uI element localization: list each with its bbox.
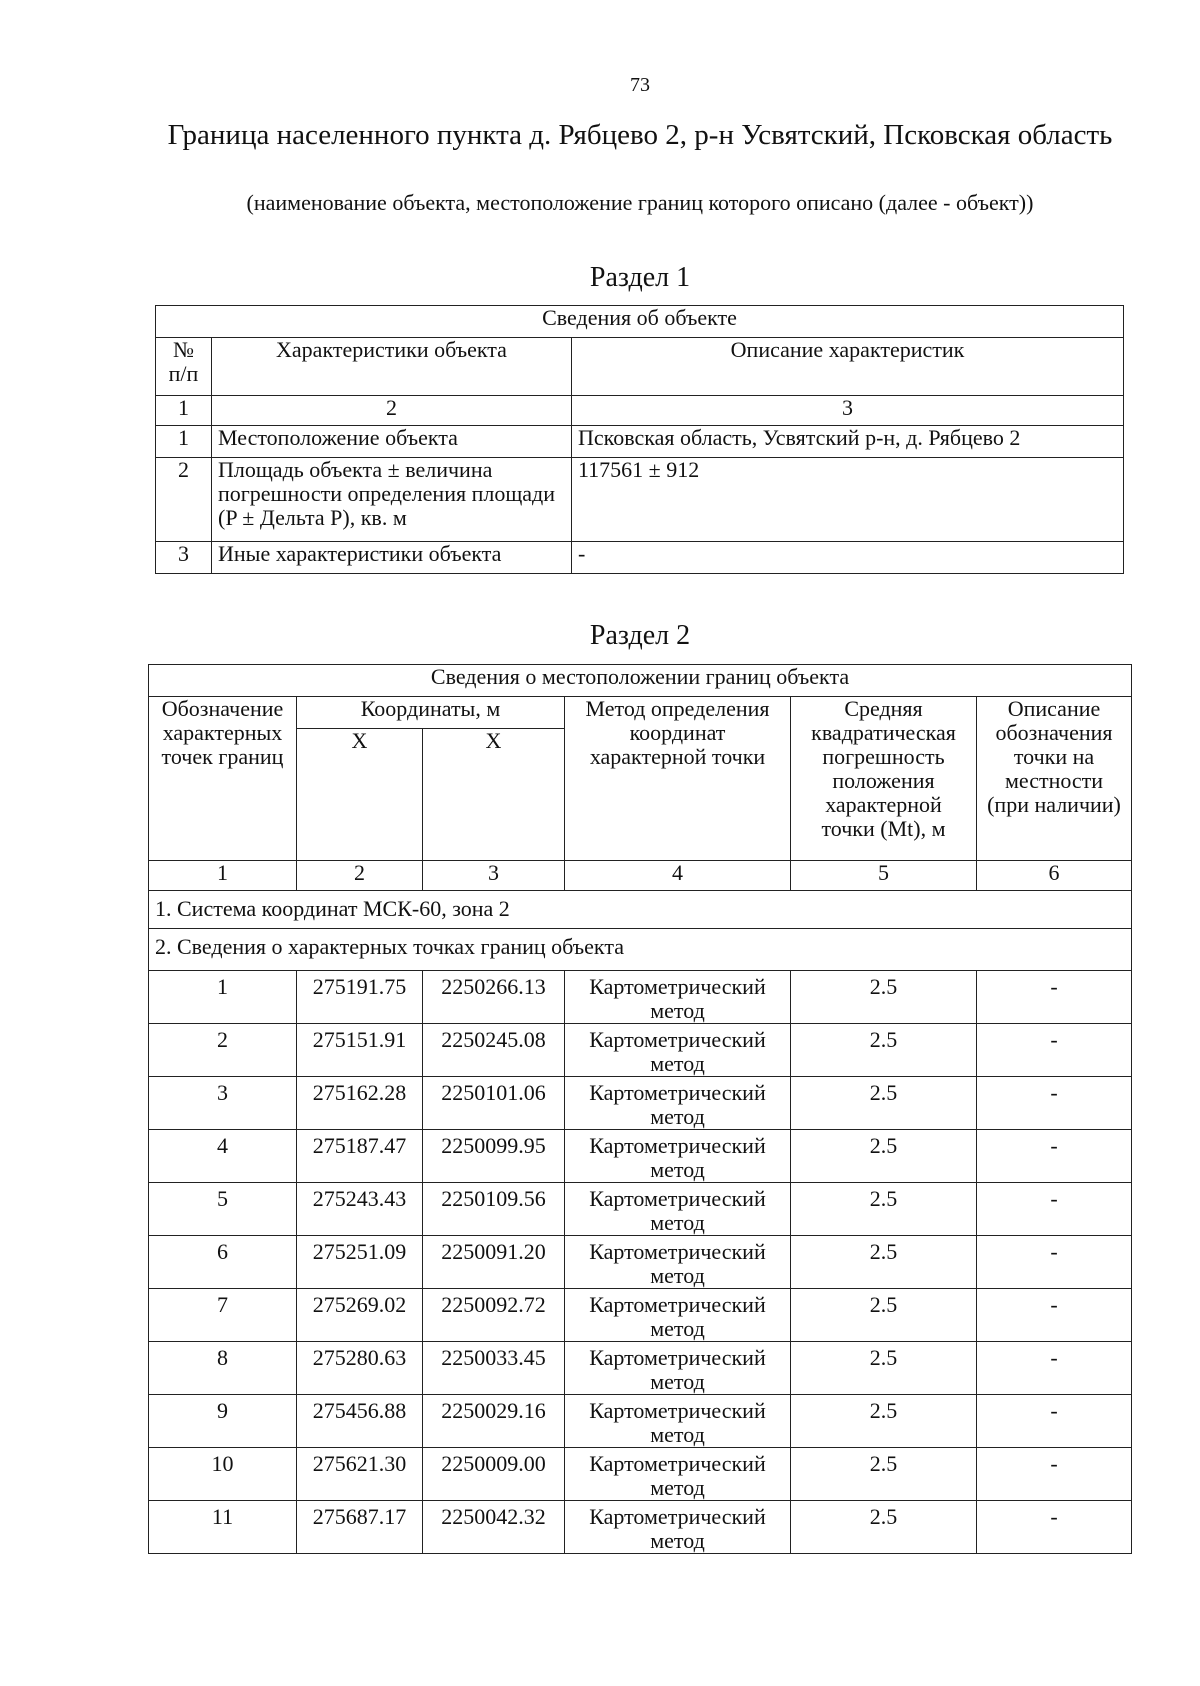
point-description: - [977,1236,1132,1289]
table-row [156,542,1124,574]
header-y: Х [423,729,565,861]
table-row [156,426,1124,458]
document-title: Граница населенного пункта д. Рябцево 2, р-н Усвятский, Псковская область [167,119,1113,151]
page-number: 73 [630,74,650,96]
header-error: Средняя квадратическая погрешность положения характерной точки (Mt), м [791,697,977,861]
coordinate-y: 2250042.32 [423,1501,565,1554]
table1-caption: Сведения об объекте [156,306,1124,338]
coordinate-y: 2250266.13 [423,971,565,1024]
method: Картометрический метод [565,1236,791,1289]
point-number: 9 [149,1395,297,1448]
header-number: № п/п [156,338,212,396]
error-value: 2.5 [791,1501,977,1554]
point-description: - [977,1130,1132,1183]
error-value: 2.5 [791,1077,977,1130]
error-value: 2.5 [791,1448,977,1501]
point-description: - [977,1183,1132,1236]
col-number: 1 [156,396,212,426]
table-row [149,971,1132,1024]
header-method: Метод определения координат характерной точки [565,697,791,861]
coordinate-x: 275151.91 [297,1024,423,1077]
document-subtitle: (наименование объекта, местоположение границ которого описано (далее - объект)) [246,190,1034,215]
error-value: 2.5 [791,1130,977,1183]
coordinate-y: 2250033.45 [423,1342,565,1395]
error-value: 2.5 [791,1183,977,1236]
points-caption: 2. Сведения о характерных точках границ объекта [149,929,1132,971]
coordinate-y: 2250091.20 [423,1236,565,1289]
method: Картометрический метод [565,1501,791,1554]
col-number: 6 [977,861,1132,891]
point-number: 8 [149,1342,297,1395]
col-number: 1 [149,861,297,891]
table-row [149,1024,1132,1077]
coordinate-y: 2250029.16 [423,1395,565,1448]
method: Картометрический метод [565,1024,791,1077]
table-row [149,1448,1132,1501]
header-point-description: Описание обозначения точки на местности (при наличии) [977,697,1132,861]
point-description: - [977,1501,1132,1554]
error-value: 2.5 [791,1289,977,1342]
col-number: 3 [423,861,565,891]
coordinate-y: 2250099.95 [423,1130,565,1183]
error-value: 2.5 [791,971,977,1024]
method: Картометрический метод [565,1183,791,1236]
coordinate-x: 275251.09 [297,1236,423,1289]
col-number: 5 [791,861,977,891]
error-value: 2.5 [791,1024,977,1077]
method: Картометрический метод [565,971,791,1024]
error-value: 2.5 [791,1395,977,1448]
coordinate-x: 275243.43 [297,1183,423,1236]
header-characteristics: Характеристики объекта [212,338,572,396]
table-row [149,1183,1132,1236]
coordinate-x: 275162.28 [297,1077,423,1130]
col-number: 2 [297,861,423,891]
point-number: 2 [149,1024,297,1077]
header-description: Описание характеристик [572,338,1124,396]
point-number: 3 [149,1077,297,1130]
table-row [149,1342,1132,1395]
method: Картометрический метод [565,1130,791,1183]
header-x: X [297,729,423,861]
coordinate-system: 1. Система координат МСК-60, зона 2 [149,891,1132,929]
point-number: 4 [149,1130,297,1183]
coordinate-x: 275621.30 [297,1448,423,1501]
coordinate-x: 275280.63 [297,1342,423,1395]
row-characteristic: Иные характеристики объекта [212,542,572,574]
coordinate-y: 2250109.56 [423,1183,565,1236]
row-value: 117561 ± 912 [572,458,1124,542]
coordinate-x: 275191.75 [297,971,423,1024]
method: Картометрический метод [565,1077,791,1130]
table-row [149,1289,1132,1342]
header-point: Обозначение характерных точек границ [149,697,297,861]
table-row [149,1395,1132,1448]
row-number: 1 [156,426,212,458]
row-value: - [572,542,1124,574]
object-info-table [155,305,1124,574]
row-number: 3 [156,542,212,574]
point-description: - [977,971,1132,1024]
coordinate-y: 2250092.72 [423,1289,565,1342]
coordinate-x: 275187.47 [297,1130,423,1183]
point-description: - [977,1077,1132,1130]
table-row [149,1236,1132,1289]
row-characteristic: Площадь объекта ± величина погрешности определения площади (P ± Дельта P), кв. м [212,458,572,542]
point-number: 1 [149,971,297,1024]
method: Картометрический метод [565,1448,791,1501]
coordinate-x: 275269.02 [297,1289,423,1342]
point-description: - [977,1289,1132,1342]
row-value: Псковская область, Усвятский р-н, д. Рябцево 2 [572,426,1124,458]
col-number: 3 [572,396,1124,426]
table-row [149,1077,1132,1130]
row-characteristic: Местоположение объекта [212,426,572,458]
method: Картометрический метод [565,1395,791,1448]
error-value: 2.5 [791,1236,977,1289]
point-number: 7 [149,1289,297,1342]
coordinate-y: 2250009.00 [423,1448,565,1501]
point-description: - [977,1395,1132,1448]
table-row [149,1501,1132,1554]
point-description: - [977,1024,1132,1077]
coordinate-x: 275456.88 [297,1395,423,1448]
col-number: 2 [212,396,572,426]
boundary-points-table [148,664,1132,1554]
method: Картометрический метод [565,1289,791,1342]
table2-caption: Сведения о местоположении границ объекта [149,665,1132,697]
row-number: 2 [156,458,212,542]
section2-title: Раздел 2 [589,620,691,651]
coordinate-x: 275687.17 [297,1501,423,1554]
coordinate-y: 2250245.08 [423,1024,565,1077]
point-description: - [977,1448,1132,1501]
point-number: 11 [149,1501,297,1554]
table-row [149,1130,1132,1183]
point-number: 6 [149,1236,297,1289]
point-description: - [977,1342,1132,1395]
point-number: 5 [149,1183,297,1236]
table-row [156,458,1124,542]
method: Картометрический метод [565,1342,791,1395]
section1-title: Раздел 1 [589,262,691,293]
point-number: 10 [149,1448,297,1501]
coordinate-y: 2250101.06 [423,1077,565,1130]
error-value: 2.5 [791,1342,977,1395]
header-coordinates: Координаты, м [297,697,565,729]
col-number: 4 [565,861,791,891]
